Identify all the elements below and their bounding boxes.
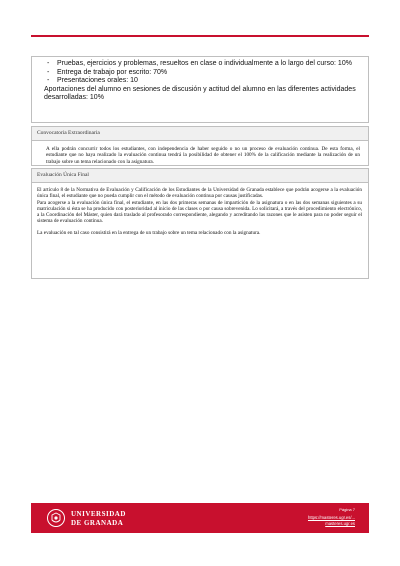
university-name-line1: UNIVERSIDAD xyxy=(71,510,126,518)
unica-final-title: Evaluación Única Final xyxy=(32,169,368,183)
evaluation-note: Aportaciones del alumno en sesiones de discusión y actitud del alumno en las diferentes actividades desarrolladas: 10% xyxy=(44,85,356,101)
university-crest-icon xyxy=(46,508,66,528)
paragraph: La evaluación en tal caso consistirá en la entrega de un trabajo sobre un tema relacionado con la asignatura. xyxy=(37,229,261,236)
evaluation-criteria-box xyxy=(31,56,369,123)
university-name-line2: DE GRANADA xyxy=(71,519,124,527)
extraordinaria-title: Convocatoria Extraordinaria xyxy=(32,127,368,141)
evaluation-list xyxy=(44,60,360,86)
paragraph: El artículo 8 de la Normativa de Evaluación y Calificación de los Estudiantes de la Universidad de Granada establece que podrán acogerse a la evaluación única final, el estudiante que no pueda cumplir con el método de evaluación continua por causas justificadas. xyxy=(37,187,362,200)
unica-final-body xyxy=(32,183,368,236)
page-number: Página 7 xyxy=(339,507,355,512)
list-item: - Presentaciones orales: 10 xyxy=(44,77,360,86)
list-item: - Pruebas, ejercicios y problemas, resueltos en clase o individualmente a lo largo del curso: 10% xyxy=(44,60,360,69)
unica-final-section xyxy=(31,168,369,279)
list-item: - Entrega de trabajo por escrito: 70% xyxy=(44,69,360,78)
top-red-rule xyxy=(31,35,369,37)
paragraph: Para acogerse a la evaluación única final, el estudiante, en las dos primeras semanas de impartición de la asignatura o en las dos semanas siguientes a su matriculación si ésta se ha producido con posterioridad al inicio de las clases o por causa sobrevenida. Lo solicitará, a través del procedimiento electrónico, a la Coordinación del Máster, quien dará traslado al profesorado correspondiente, alegando y acreditando las razones que le asisten para no poder seguir el sistema de evaluación continua. xyxy=(37,199,362,225)
footer-link[interactable]: masteres.ugr.es xyxy=(325,521,355,526)
footer-link[interactable]: https://masteres.ugr.es/... xyxy=(307,515,355,520)
extraordinaria-section xyxy=(31,126,369,166)
extraordinaria-body: A ella podrán concurrir todos los estudiantes, con independencia de haber seguido o no un proceso de evaluación continua. De esta forma, el estudiante que no haya realizado la evaluación continua tendrá la posibilidad de obtener el 100% de la calificación mediante la realización de un trabajo sobre un tema relacionado con la asignatura. xyxy=(46,146,360,165)
footer-band xyxy=(31,503,369,533)
